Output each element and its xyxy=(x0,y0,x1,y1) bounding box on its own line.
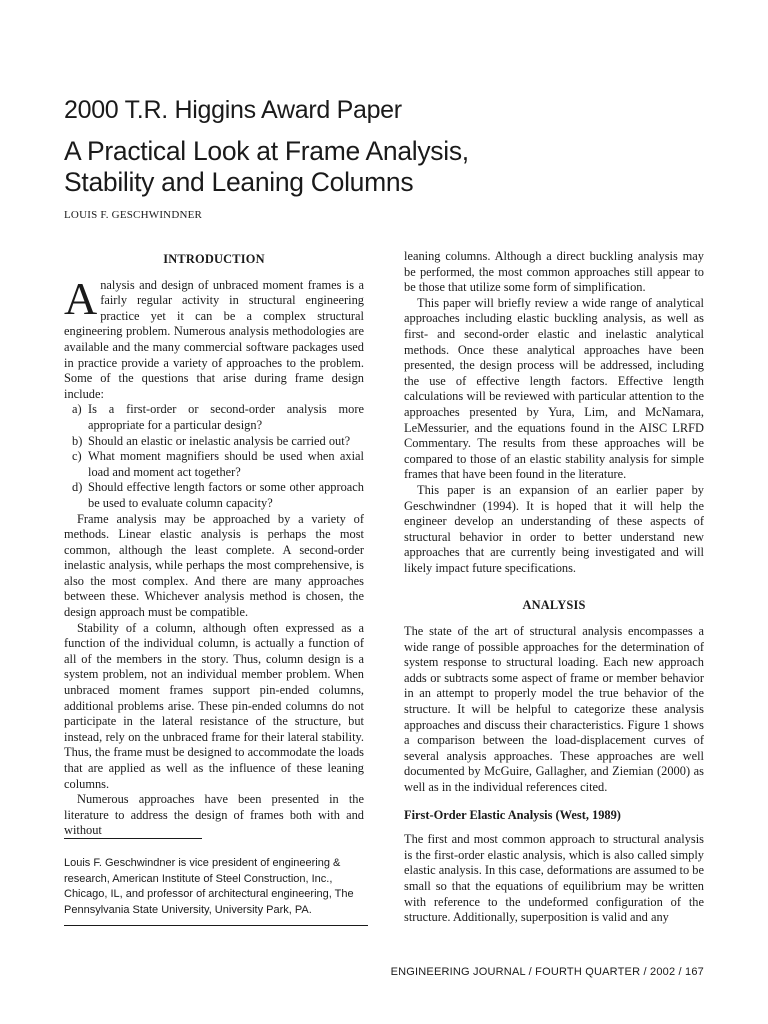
analysis-paragraph-2: The first and most common approach to structural analysis is the first-order elastic analysis, which is also called simply elastic analysis. In this case, deformations are assumed to be small so that the equations of equilibrium may be written with reference to the undeformed configuration of the structure. Additionally, superposition is valid and any xyxy=(404,832,704,925)
list-text: What moment magnifiers should be used when axial load and moment act together? xyxy=(88,449,364,479)
list-text: Should an elastic or inelastic analysis be carried out? xyxy=(88,433,351,448)
paper-title-line-2: Stability and Leaning Columns xyxy=(64,167,414,197)
first-order-elastic-subheading: First-Order Elastic Analysis (West, 1989) xyxy=(404,807,621,822)
list-text: Should effective length factors or some other approach be used to evaluate column capacity? xyxy=(88,480,364,510)
list-marker: a) xyxy=(72,402,82,417)
footnote-bottom-rule xyxy=(64,925,368,926)
page-footer: ENGINEERING JOURNAL / FOURTH QUARTER / 2002 / 167 xyxy=(390,966,704,978)
intro-paragraph-3: Stability of a column, although often expressed as a function of the individual column, is actually a function of all of the members in the story. Thus, column design is a system problem, not an individual member problem. When unbraced moment frames support pin-ended columns, additional problems arise. These pin-ended columns do not participate in the lateral resistance of the structure, but instead, rely on the unbraced frame for their lateral stability. Thus, the frame must be designed to accommodate the loads that are applied as well as the influence of these leaning columns. xyxy=(64,620,364,791)
intro-paragraph-5: leaning columns. Although a direct buckling analysis may be performed, the most common approaches still appear to be those that utilize some form of simplification. xyxy=(404,249,704,295)
intro-paragraph-1 xyxy=(64,272,364,403)
list-item xyxy=(72,402,364,433)
design-questions-list xyxy=(64,402,364,511)
list-item xyxy=(72,449,364,480)
intro-paragraph-7: This paper is an expansion of an earlier paper by Geschwindner (1994). It is hoped that it will help the engineer develop an understanding of these aspects of structural behavior in order to better understand new approaches that are currently being investigated and will likely impact future specifications. xyxy=(404,482,704,575)
list-marker: b) xyxy=(72,433,83,448)
intro-paragraph-6: This paper will briefly review a wide range of analytical approaches including elastic buckling analysis, as well as first- and second-order elastic and inelastic analytical methods. Once these analytical approaches have been presented, the design process will be addressed, including the use of effective length factors. Effective length calculations will be reviewed with particular attention to the approaches presented by Yura, Lim, and McNamara, LeMessurier, and the equations found in the AISC LRFD Commentary. The results from these approaches will be compared to those of an elastic stability analysis for simple frames that have been found in the literature. xyxy=(404,295,704,482)
drop-cap: A xyxy=(64,272,98,324)
paper-title-line-1: A Practical Look at Frame Analysis, xyxy=(64,136,469,166)
list-text: Is a first-order or second-order analysis more appropriate for a particular design? xyxy=(88,402,364,432)
list-marker: d) xyxy=(72,480,83,495)
introduction-heading: INTRODUCTION xyxy=(163,252,265,266)
intro-paragraph-1-text: nalysis and design of unbraced moment frames is a fairly regular activity in structural engineering practice yet it can be a complex structural engineering problem. Numerous analysis methodologies are available and the many commercial software packages used in practice provide a variety of approaches to the problem. Some of the questions that arise during frame design include: xyxy=(64,277,364,401)
author-footnote: Louis F. Geschwindner is vice president of engineering & research, American Institute of Steel Construction, Inc., Chicago, IL, and professor of architectural engineering, The Pennsylvania State University, University Park, PA. xyxy=(64,857,354,916)
paper-title xyxy=(64,136,684,198)
list-item xyxy=(72,480,364,511)
author-name: LOUIS F. GESCHWINDNER xyxy=(64,209,203,221)
intro-paragraph-2: Frame analysis may be approached by a variety of methods. Linear elastic analysis is perhaps the most common, although the least complete. A second-order inelastic analysis, while perhaps the most comprehensive, is also the most complex. And there are many approaches between these. Whichever analysis method is chosen, the design approach must be compatible. xyxy=(64,511,364,620)
analysis-heading: ANALYSIS xyxy=(522,598,586,613)
footnote-divider xyxy=(64,838,202,839)
award-heading: 2000 T.R. Higgins Award Paper xyxy=(64,96,402,124)
intro-paragraph-4: Numerous approaches have been presented in the literature to address the design of frames both with and without xyxy=(64,792,364,838)
analysis-paragraph-1: The state of the art of structural analysis encompasses a wide range of possible approaches for the determination of system response to structural loading. Each new approach adds or subtracts some aspect of frame or member behavior in an attempt to properly model the true behavior of the structure. It will be helpful to categorize these analysis approaches and discuss their characteristics. Figure 1 shows a comparison between the load-displacement curves of several analysis approaches. These approaches are well documented by McGuire, Gallagher, and Ziemian (2000) as well as in the individual references cited. xyxy=(404,624,704,794)
list-marker: c) xyxy=(72,449,82,464)
left-column xyxy=(64,252,364,839)
right-column xyxy=(404,249,704,926)
list-item xyxy=(72,434,364,450)
